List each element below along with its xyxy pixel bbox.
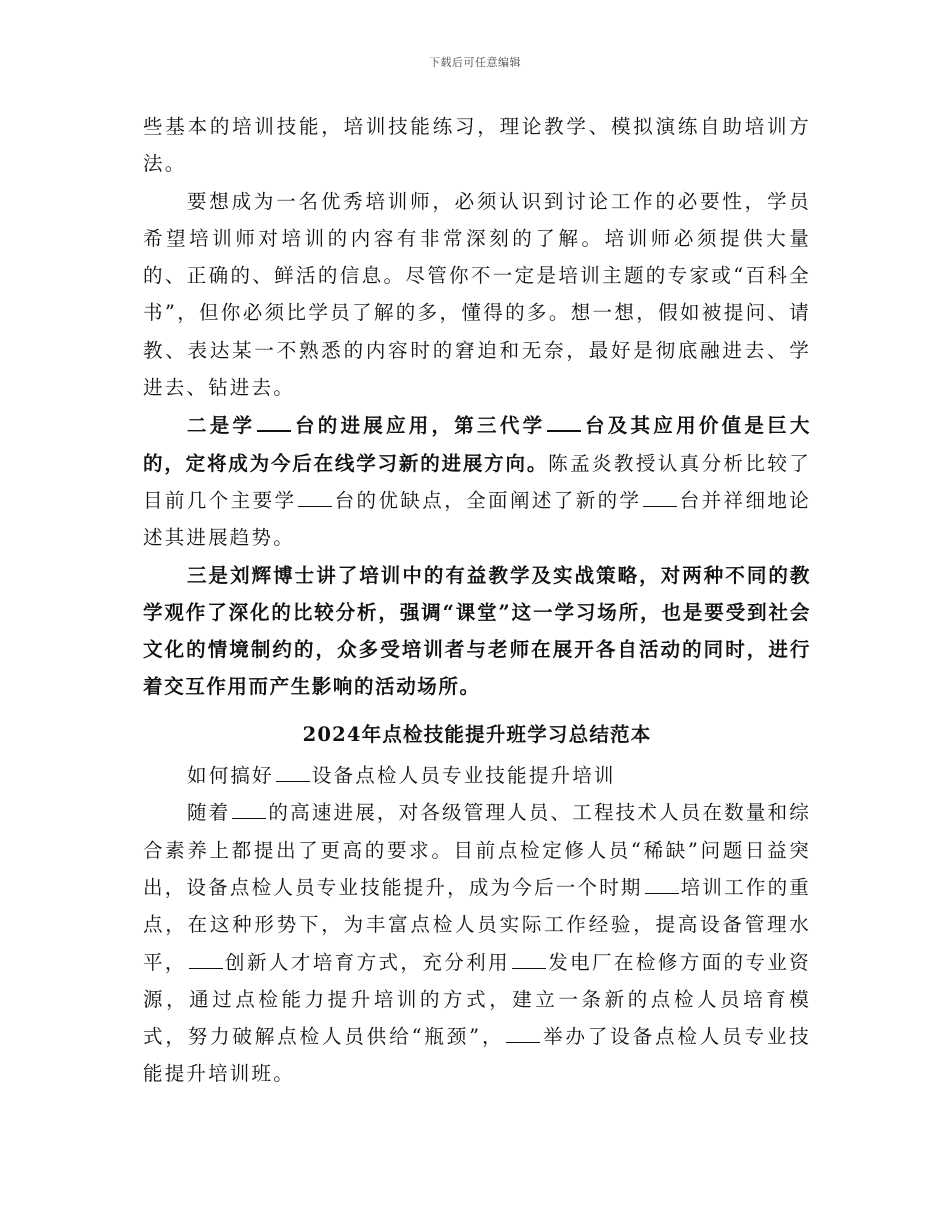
blank-line xyxy=(232,802,266,819)
section-paragraph-1-b: 设备点检人员专业技能提升培训 xyxy=(311,764,616,788)
blank-line xyxy=(506,1026,540,1043)
paragraph-4: 三是刘辉博士讲了培训中的有益教学及实战策略，对两种不同的教学观作了深化的比较分析，强调“课堂”这一学习场所，也是要受到社会文化的情境制约的，众多受培训者与老师在展开各自活动的同时，进行着交互作用而产生影响的活动场所。 xyxy=(143,563,811,699)
blank-line xyxy=(547,414,581,432)
section-paragraph-2-e: 发电厂在检修方面的专业资源，通过点检能力提升培训的方式，建立一条新的点检人员培育模式，努力破解点检人员供给“瓶颈”， xyxy=(143,950,811,1049)
paragraph-3 xyxy=(143,407,811,556)
paragraph-2: 要想成为一名优秀培训师，必须认识到讨论工作的必要性，学员希望培训师对培训的内容有非常深刻的了解。培训师必须提供大量的、正确的、鲜活的信息。尽管你不一定是培训主题的专家或“百科全书”，但你必须比学员了解的多，懂得的多。想一想，假如被提问、请教、表达某一不熟悉的内容时的窘迫和无奈，最好是彻底融进去、学进去、钻进去。 xyxy=(143,189,811,400)
section-paragraph-1 xyxy=(143,757,811,794)
blank-line xyxy=(298,490,332,507)
paragraph-3-bold-b: 台的进展应用，第三代学 xyxy=(293,414,546,438)
section-paragraph-2-b: 的高速进展，对各级管理人员、工程技术人员在数量和综合素养上都提出了更高的要求。目前点检定修人员“稀缺”问题日益突出，设备点检人员专业技能提升，成为今后一个时期 xyxy=(143,801,811,899)
section-paragraph-2-d: 创新人才培育方式，充分利用 xyxy=(224,950,510,974)
paragraph-3-normal-c: 台并祥细地论述其进展趋势。 xyxy=(143,488,811,550)
section-paragraph-2-c: 培训工作的重点，在这种形势下，为丰富点检人员实际工作经验，提高设备管理水平， xyxy=(143,875,811,974)
paragraph-1: 些基本的培训技能，培训技能练习，理论教学、模拟演练自助培训方法。 xyxy=(143,115,811,176)
blank-line xyxy=(257,414,291,432)
paragraph-3-normal-b: 台的优缺点，全面阐述了新的学 xyxy=(334,488,642,512)
blank-line xyxy=(643,490,677,507)
document-body xyxy=(143,108,811,1093)
page-header: 下载后可任意编辑 xyxy=(429,56,521,69)
paragraph-3-bold-c: 台及其应用价值是巨大的，定将成为今后在线学习新的进展方向。 xyxy=(143,414,811,475)
section-paragraph-2-a: 随着 xyxy=(187,801,231,825)
blank-line xyxy=(276,765,310,782)
paragraph-3-bold-a: 二是学 xyxy=(187,414,256,438)
section-paragraph-1-a: 如何搞好 xyxy=(187,764,274,788)
blank-line xyxy=(189,952,223,969)
blank-line xyxy=(645,877,679,894)
paragraph-3-normal-a: 陈孟炎教授认真分析比较了目前几个主要学 xyxy=(143,451,811,512)
blank-line xyxy=(512,952,546,969)
section-paragraph-2-f: 举办了设备点检人员专业技能提升培训班。 xyxy=(143,1025,811,1086)
section-title: 2024年点检技能提升班学习总结范本 xyxy=(302,722,652,746)
section-paragraph-2 xyxy=(143,794,811,1092)
